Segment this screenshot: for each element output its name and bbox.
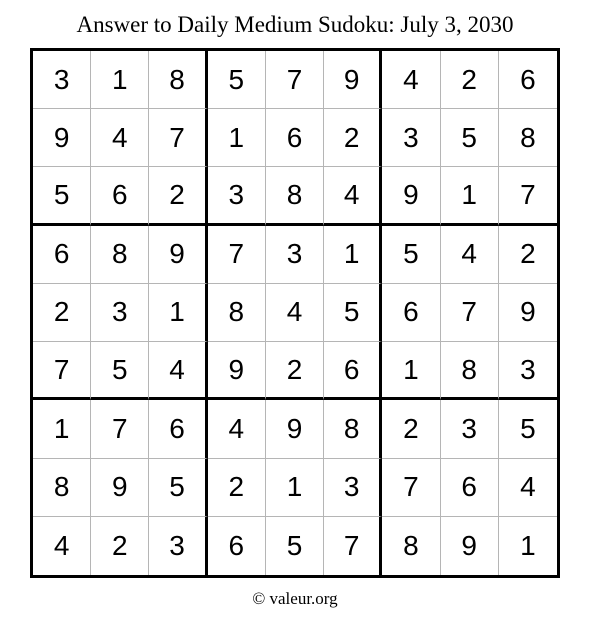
sudoku-cell: 5 (324, 284, 382, 342)
sudoku-board (30, 48, 560, 578)
sudoku-cell: 6 (441, 459, 499, 517)
sudoku-cell: 7 (149, 109, 207, 167)
sudoku-cell: 5 (499, 400, 557, 458)
sudoku-cell: 7 (499, 167, 557, 225)
sudoku-cell: 9 (324, 51, 382, 109)
sudoku-cell: 6 (382, 284, 440, 342)
sudoku-cell: 6 (499, 51, 557, 109)
sudoku-cell: 1 (324, 226, 382, 284)
sudoku-cell: 1 (208, 109, 266, 167)
sudoku-cell: 9 (266, 400, 324, 458)
sudoku-cell: 5 (91, 342, 149, 400)
sudoku-cell: 8 (441, 342, 499, 400)
sudoku-cell: 1 (91, 51, 149, 109)
sudoku-cell: 5 (208, 51, 266, 109)
sudoku-cell: 2 (33, 284, 91, 342)
sudoku-cell: 9 (33, 109, 91, 167)
sudoku-cell: 3 (441, 400, 499, 458)
sudoku-cell: 1 (441, 167, 499, 225)
sudoku-cell: 9 (382, 167, 440, 225)
sudoku-cell: 1 (149, 284, 207, 342)
sudoku-cell: 4 (382, 51, 440, 109)
sudoku-cell: 2 (499, 226, 557, 284)
sudoku-cell: 2 (266, 342, 324, 400)
sudoku-cell: 6 (208, 517, 266, 575)
sudoku-cell: 2 (91, 517, 149, 575)
sudoku-cell: 9 (441, 517, 499, 575)
sudoku-cell: 8 (149, 51, 207, 109)
sudoku-cell: 1 (520, 529, 536, 561)
sudoku-cell: 3 (324, 459, 382, 517)
sudoku-cell: 5 (382, 226, 440, 284)
sudoku-cell: 5 (149, 459, 207, 517)
sudoku-cell: 9 (91, 459, 149, 517)
sudoku-cell: 7 (266, 51, 324, 109)
sudoku-cell: 5 (33, 167, 91, 225)
sudoku-cell: 4 (266, 284, 324, 342)
sudoku-cell: 7 (382, 459, 440, 517)
sudoku-cell: 2 (324, 109, 382, 167)
sudoku-cell: 4 (324, 167, 382, 225)
sudoku-cell: 2 (149, 167, 207, 225)
sudoku-cell: 3 (499, 342, 557, 400)
sudoku-cell: 3 (149, 517, 207, 575)
sudoku-cell: 8 (208, 284, 266, 342)
sudoku-cell: 8 (382, 517, 440, 575)
sudoku-cell: 7 (324, 517, 382, 575)
copyright-footer: © valeur.org (252, 589, 338, 608)
sudoku-cell: 4 (33, 517, 91, 575)
sudoku-cell: 1 (266, 459, 324, 517)
sudoku-cell: 2 (208, 459, 266, 517)
sudoku-cell: 6 (266, 109, 324, 167)
sudoku-cell: 8 (266, 167, 324, 225)
sudoku-cell: 7 (91, 400, 149, 458)
sudoku-cell: 6 (91, 167, 149, 225)
sudoku-cell: 8 (324, 400, 382, 458)
sudoku-cell: 7 (208, 226, 266, 284)
sudoku-cell: 6 (33, 226, 91, 284)
sudoku-cell: 4 (441, 226, 499, 284)
sudoku-cell: 9 (208, 342, 266, 400)
sudoku-cell: 2 (382, 400, 440, 458)
sudoku-cell: 9 (149, 226, 207, 284)
sudoku-cell: 3 (33, 51, 91, 109)
sudoku-cell: 4 (208, 400, 266, 458)
puzzle-title: Answer to Daily Medium Sudoku: July 3, 2030 (76, 12, 514, 37)
sudoku-cell: 7 (33, 342, 91, 400)
sudoku-cell: 3 (208, 167, 266, 225)
sudoku-cell: 6 (324, 342, 382, 400)
sudoku-cell: 9 (499, 284, 557, 342)
sudoku-cell: 6 (149, 400, 207, 458)
sudoku-cell: 7 (441, 284, 499, 342)
sudoku-cell: 4 (149, 342, 207, 400)
sudoku-cell: 3 (266, 226, 324, 284)
sudoku-cell: 4 (91, 109, 149, 167)
sudoku-cell: 1 (33, 400, 91, 458)
sudoku-cell: 3 (91, 284, 149, 342)
sudoku-cell: 8 (91, 226, 149, 284)
sudoku-cell: 4 (499, 459, 557, 517)
sudoku-cell: 8 (33, 459, 91, 517)
sudoku-cell: 2 (441, 51, 499, 109)
sudoku-cell: 8 (499, 109, 557, 167)
sudoku-cell: 5 (441, 109, 499, 167)
sudoku-cell: 5 (266, 517, 324, 575)
sudoku-cell: 3 (382, 109, 440, 167)
sudoku-cell: 1 (382, 342, 440, 400)
